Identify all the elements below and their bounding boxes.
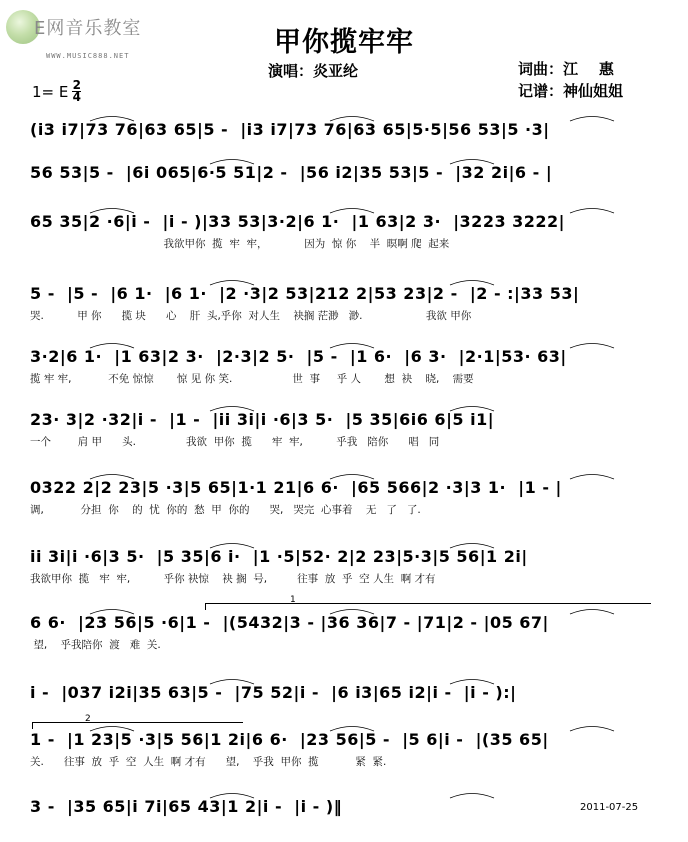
notation-line: 1 - |1 23|5 ·3|5 56|1 2i|6 6· |23 56|5 - |5 6|i - |(35 65| (30, 730, 549, 749)
time-signature (72, 80, 81, 103)
lyric-line: 我欲甲你 揽 牢 牢, 乎你 袂惊 袂 搁 号, 往事 放 乎 空 人生 啊 才有 (30, 573, 436, 585)
notation-line: 56 53|5 - |6i 065|6·5 51|2 - |56 i2|35 53|5 - |32 2i|6 - | (30, 163, 553, 182)
lyric-line: 望, 乎我陪你 渡 难 关. (30, 639, 161, 651)
transcriber-credit: 记谱：神仙姐姐 (518, 82, 624, 100)
volta-bracket-2 (32, 714, 243, 729)
notation-line: (i3 i7|73 76|63 65|5 - |i3 i7|73 76|63 65|5·5|56 53|5 ·3| (30, 120, 550, 139)
volta-label-1: 1 (290, 595, 296, 605)
volta-bracket-1 (205, 595, 651, 610)
notation-line: 23· 3|2 ·32|i - |1 - |ii 3i|i ·6|3 5· |5 35|6i6 6|5 i1| (30, 410, 495, 429)
lyric-line: 哭. 甲 你 揽 块 心 肝 头,乎你 对人生 袂搁 茫渺 渺. 我欲 甲你 (30, 310, 472, 322)
notation-line: 5 - |5 - |6 1· |6 1· |2 ·3|2 53|212 2|53 23|2 - |2 - :|33 53| (30, 284, 580, 303)
song-title: 甲你揽牢牢 (274, 27, 414, 58)
key-signature (32, 80, 81, 103)
site-name: E网音乐教室 (34, 18, 142, 39)
notation-line: 65 35|2 ·6|i - |i - )|33 53|3·2|6 1· |1 63|2 3· |3223 3222| (30, 212, 566, 231)
lyricist-credit: 词曲：江 惠 (518, 60, 614, 78)
singer-credit: 演唱：炎亚纶 (268, 62, 359, 80)
time-signature-bottom: 4 (72, 90, 82, 104)
key-label: 1= E (32, 82, 69, 101)
notation-line: i - |037 i2i|35 63|5 - |75 52|i - |6 i3|65 i2|i - |i - ):| (30, 683, 517, 702)
notation-line: 3 - |35 65|i 7i|65 43|1 2|i - |i - )‖ (30, 797, 343, 816)
lyric-line: 关. 往事 放 乎 空 人生 啊 才有 望, 乎我 甲你 揽 紧 紧. (30, 756, 387, 768)
transcription-date: 2011-07-25 (580, 802, 639, 813)
notation-line: 6 6· |23 56|5 ·6|1 - |(5432|3 - |36 36|7 - |71|2 - |05 67| (30, 613, 549, 632)
lyric-line: 调, 分担 你 的 忧 你的 愁 甲 你的 哭, 哭完 心事着 无 了 了. (30, 504, 421, 516)
lyric-line: 我欲甲你 揽 牢 牢， 因为 惊 你 半 暝啊 爬 起来 (30, 238, 450, 250)
time-signature-top: 2 (72, 78, 82, 92)
lyric-line: 一个 肩 甲 头. 我欲 甲你 揽 牢 牢, 乎我 陪你 唱 同 (30, 436, 440, 448)
volta-label-2: 2 (85, 714, 91, 724)
notation-line: 3·2|6 1· |1 63|2 3· |2·3|2 5· |5 - |1 6· |6 3· |2·1|53· 63| (30, 347, 567, 366)
lyric-line: 揽 牢 牢, 不免 惊惊 惊 见 你 笑. 世 事 乎 人 想 袂 晓, 需要 (30, 373, 474, 385)
notation-line: 0322 2|2 23|5 ·3|5 65|1·1 21|6 6· |65 566|2 ·3|3 1· |1 - | (30, 478, 562, 497)
site-url: WWW.MUSIC888.NET (46, 52, 130, 60)
notation-line: ii 3i|i ·6|3 5· |5 35|6 i· |1 ·5|52· 2|2 23|5·3|5 56|1 2i| (30, 547, 528, 566)
